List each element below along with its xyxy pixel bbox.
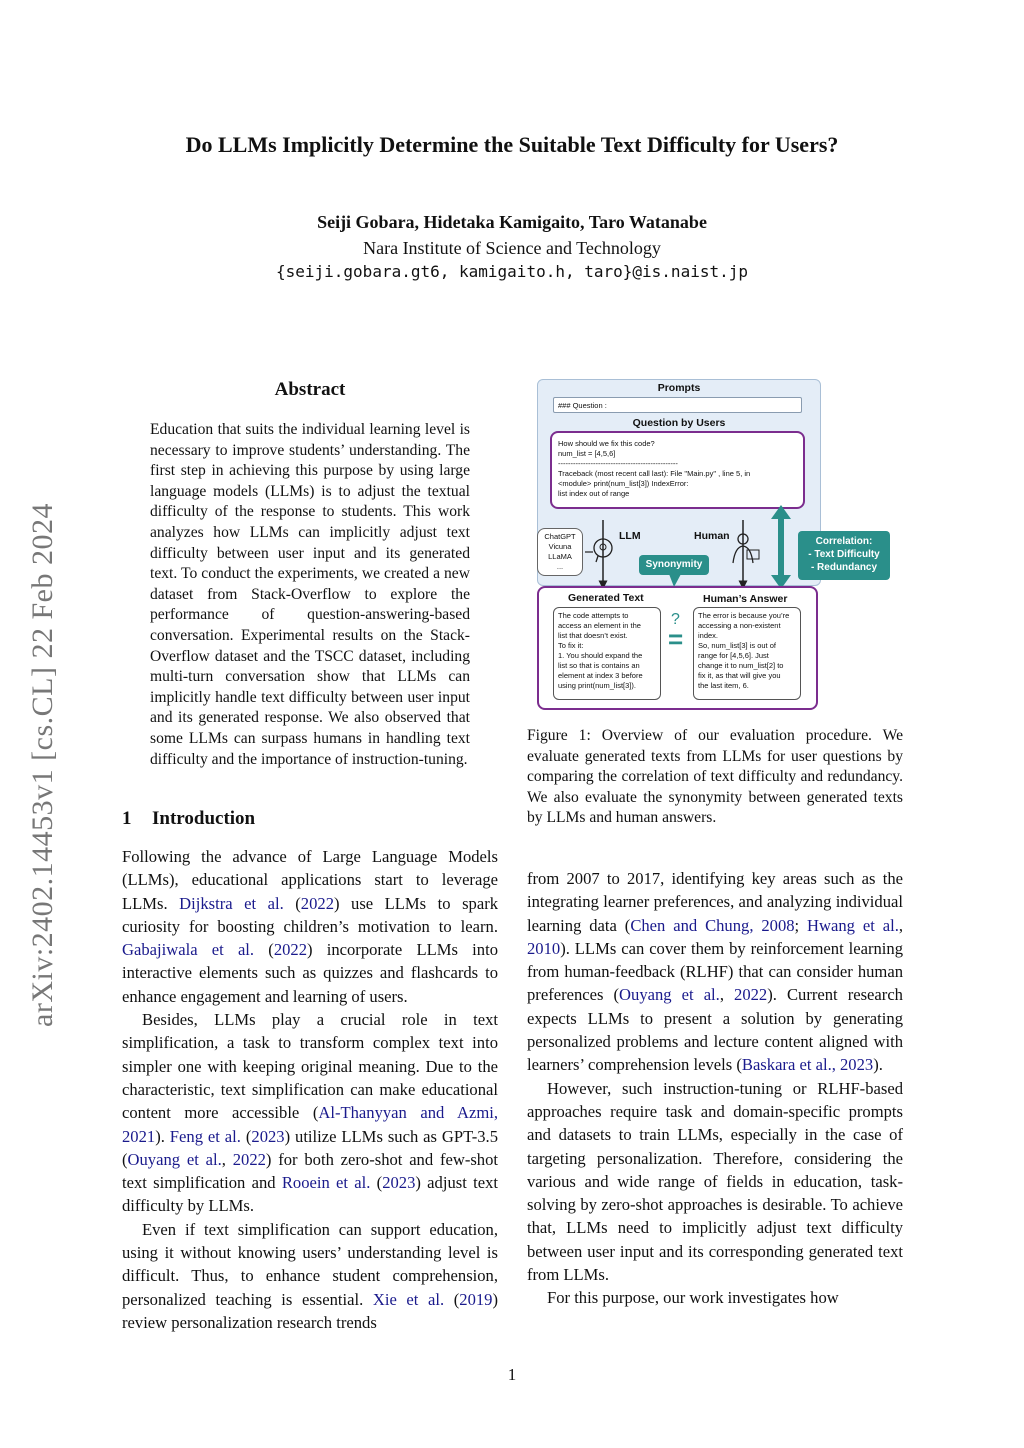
text-run: ). Current research expects LLMs to present a solution by generating personalized problems and lecture content aligned with learners’ comprehension levels (	[527, 985, 903, 1075]
text-run: Besides, LLMs play a crucial role in text simplification, a task to transform complex text into simpler one with keeping original meaning. Due to the characteristic, text simplification can make educational content more accessible (	[122, 1010, 498, 1123]
text-run: ;	[794, 915, 808, 935]
paragraph	[122, 1218, 498, 1334]
paragraph	[527, 867, 903, 1077]
section-heading-introduction	[122, 808, 255, 830]
citation-link[interactable]: Xie et al.	[372, 1289, 445, 1309]
citation-link[interactable]: Ouyang et al.	[619, 985, 720, 1005]
text-run: ,	[898, 915, 903, 935]
text-run: ,	[221, 1149, 233, 1169]
generated-line: element at index 3 before	[558, 671, 643, 680]
citation-link[interactable]: Feng et al.	[169, 1126, 241, 1146]
paragraph: However, such instruction-tuning or RLHF-based approaches require task and domain-specific prompts and datasets to train LLMs, especially in the case of targeting personalization. Therefore, considering the various and wide range of fields in education, task-solving by zero-shot approaches is desirable. To achieve that, LLMs need to implicitly adjust text difficulty between user input and its corresponding generated text from LLMs.	[527, 1078, 903, 1285]
citation-link[interactable]: Hwang et al.	[807, 915, 899, 935]
text-run: ).	[155, 1126, 170, 1146]
question-by-users-label: Question by Users	[632, 417, 726, 429]
prompts-label: Prompts	[657, 382, 701, 394]
citation-link[interactable]: 2019	[459, 1289, 493, 1309]
answer-line: fix it, as that will give you	[698, 671, 781, 680]
text-run: ) for both zero-shot and few-shot text simplification and	[122, 1149, 499, 1193]
text-run: (	[370, 1173, 383, 1193]
text-run: (	[283, 893, 301, 913]
citation-link[interactable]: 2010	[527, 938, 561, 958]
llm-model: ...	[556, 562, 564, 571]
human-label: Human	[694, 530, 730, 542]
generated-line: list so that is contains an	[558, 661, 640, 670]
llm-model: Vicuna	[548, 542, 572, 551]
citation-link[interactable]: 2022	[734, 985, 768, 1005]
abstract-heading: Abstract	[274, 379, 346, 400]
abstract-text: Education that suits the individual learning level is necessary to improve students’ understanding. The first step in achieving this purpose by using large language models (LLMs) is to adjust the textual difficulty of the response to students. This work analyzes how LLMs can implicitly adjust text difficulty between user input and its generated text. To conduct the experiments, we created a new dataset from Stack-Overflow to explore the performance of question-answering-based conversation. Experimental results on the Stack-Overflow dataset and the TSCC dataset, including multi-turn conversation show that LLMs can implicitly handle text difficulty between user input and its generated response. We also observed that some LLMs can surpass humans in handling text difficulty and the importance of instruction-tuning.	[150, 421, 470, 768]
text-run: ,	[719, 985, 735, 1005]
text-run: ).	[873, 1055, 883, 1075]
paragraph	[122, 1008, 498, 1218]
correlation-callout	[798, 531, 890, 580]
answer-line: So, num_list[3] is out of	[698, 641, 776, 650]
text-run: Even if text simplification can support education, using it without knowing users’ understanding level is difficult. Thus, to enhance student comprehension, personalized teaching is essential.	[122, 1219, 498, 1309]
generated-line: using print(num_list[3]).	[558, 681, 636, 690]
human-answer-label: Human’s Answer	[703, 593, 788, 605]
generated-text-box	[553, 607, 661, 700]
answer-line: range for [4,5,6]. Just	[698, 651, 769, 660]
correlation-item: - Redundancy	[810, 562, 878, 573]
text-run: ) use LLMs to spark curiosity for boosting children’s motivation to learn.	[122, 893, 499, 936]
question-mark-symbol: ?	[671, 611, 680, 628]
citation-link[interactable]: Gabajiwala et al.	[122, 940, 255, 960]
answer-line: accessing a non-existent	[698, 621, 781, 630]
answer-line: the last item, 6.	[698, 681, 749, 690]
answer-line: change it to num_list[2] to	[698, 661, 784, 670]
generated-line: To fix it:	[558, 641, 584, 650]
question-line: num_list = [4,5,6]	[558, 449, 616, 458]
text-run: Following the advance of Large Language Models (LLMs), educational applications start to leverage LLMs.	[122, 847, 498, 913]
page-number: 1	[507, 1365, 517, 1384]
question-field: ### Question :	[553, 397, 802, 413]
author-list: Seiji Gobara, Hidetaka Kamigaito, Taro Watanabe	[317, 212, 707, 232]
text-run: from 2007 to 2017, identifying key areas such as the integrating learner preferences, and analyzing individual learning data (	[527, 869, 903, 935]
text-run: ) review personalization research trends	[122, 1289, 498, 1332]
arxiv-id: arXiv:2402.14453v1 [cs.CL] 22 Feb 2024	[26, 503, 59, 1027]
text-run: ) utilize LLMs such as GPT-3.5 (	[122, 1126, 498, 1169]
email-list: {seiji.gobara.gt6, kamigaito.h, taro}@is.naist.jp	[275, 262, 748, 281]
question-line: <module> print(num_list[3]) IndexError:	[558, 479, 689, 488]
paper-title: Do LLMs Implicitly Determine the Suitable Text Difficulty for Users?	[185, 132, 839, 157]
citation-link[interactable]: 2022	[273, 940, 307, 960]
figure-overview	[535, 379, 880, 712]
generated-line: The code attempts to	[558, 611, 629, 620]
citation-link[interactable]: 2022	[232, 1149, 266, 1169]
section-title: Introduction	[152, 808, 256, 829]
citation-link[interactable]: 2023	[382, 1173, 416, 1193]
text-run: (	[254, 940, 274, 960]
llm-model: ChatGPT	[544, 532, 576, 541]
question-line: Traceback (most recent call last): File "Main.py" , line 5, in	[558, 469, 751, 478]
question-line: list index out of range	[558, 489, 630, 498]
human-answer-box	[693, 607, 801, 700]
question-line: How should we fix this code?	[558, 439, 655, 448]
paragraph: For this purpose, our work investigates how	[547, 1288, 839, 1308]
citation-link[interactable]: 2022	[300, 893, 334, 913]
citation-link[interactable]: Dijkstra et al.	[179, 893, 284, 913]
right-column	[527, 867, 903, 1310]
left-column	[122, 845, 498, 1334]
answer-line: The error is because you’re	[698, 611, 790, 620]
llm-label: LLM	[619, 530, 641, 542]
generated-line: list that doesn’t exist.	[558, 631, 628, 640]
text-run: ). LLMs can cover them by reinforcement learning from human-feedback (RLHF) that can consider human preferences (	[527, 938, 903, 1005]
citation-link[interactable]: Baskara et al., 2023	[741, 1055, 874, 1075]
citation-link[interactable]: 2023	[251, 1126, 285, 1146]
text-run: (	[240, 1126, 252, 1146]
llm-model-list	[537, 528, 583, 576]
citation-link[interactable]: Chen and Chung, 2008	[630, 915, 795, 935]
citation-link[interactable]: Ouyang et al.	[127, 1149, 222, 1169]
text-run: ) adjust text difficulty by LLMs.	[122, 1173, 498, 1216]
paragraph	[122, 845, 498, 1008]
double-arrow	[771, 505, 791, 589]
equals-symbol: =	[668, 624, 684, 654]
citation-link[interactable]: Al-Thanyyan and Azmi, 2021	[122, 1103, 498, 1146]
answer-line: index.	[698, 631, 719, 640]
arxiv-stamp	[18, 460, 68, 1070]
generated-line: access an element in the	[558, 621, 641, 630]
generated-line: 1. You should expand the	[558, 651, 643, 660]
figure-caption: Figure 1: Overview of our evaluation procedure. We evaluate generated texts from LLMs for user questions by comparing the correlation of text difficulty and redundancy. We also evaluate the synonymity between generated texts by LLMs and human answers.	[527, 727, 903, 827]
human-person-icon	[733, 534, 759, 563]
question-separator: ------------------------------------------------	[558, 459, 678, 468]
llm-model: LLaMA	[548, 552, 572, 561]
text-run: (	[444, 1289, 460, 1309]
generated-text-label: Generated Text	[568, 592, 644, 604]
citation-link[interactable]: Rooein et al.	[281, 1173, 371, 1193]
affiliation: Nara Institute of Science and Technology	[363, 238, 661, 258]
correlation-title: Correlation:	[815, 536, 873, 547]
text-run: ) incorporate LLMs into interactive elements such as quizzes and flashcards to enhance engagement and learning of users.	[122, 940, 498, 1006]
correlation-item: - Text Difficulty	[808, 549, 880, 560]
section-number: 1	[122, 808, 132, 829]
synonymity-callout: Synonymity	[639, 555, 709, 575]
